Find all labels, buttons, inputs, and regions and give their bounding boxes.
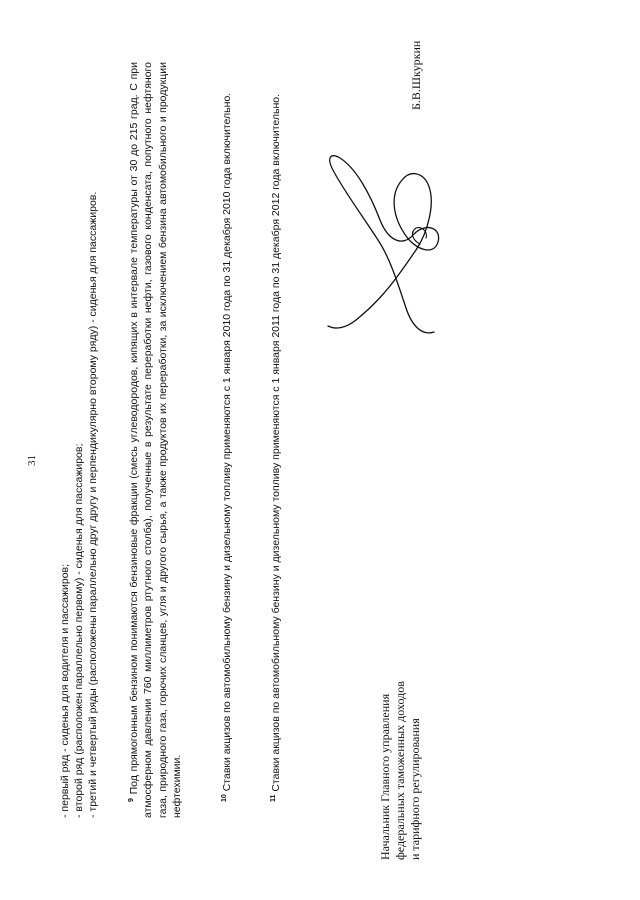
footnote-mark: 11: [269, 794, 277, 802]
footnote-11: [267, 62, 284, 818]
footnote-9: [125, 62, 185, 818]
handwritten-signature: [316, 150, 448, 340]
list-item: - первый ряд - сиденья для водителя и пассажиров;: [59, 563, 71, 818]
signer-title-line: федеральных таможенных доходов: [393, 681, 407, 860]
footnote-text: Ставки акцизов по автомобильному бензину и дизельному топливу применяются с 1 января 2011 года по 31 декабря 2012 года включительно.: [269, 93, 282, 792]
footnote-mark: 9: [127, 798, 135, 802]
signer-name: Б.В.Шкуркин: [409, 40, 423, 110]
list-item: - третий и четвертый ряды (расположены параллельно друг другу и перпендикулярно второму ряду) - сиденья для пассажиров.: [87, 191, 99, 818]
signer-title-line: и тарифного регулирования: [408, 718, 422, 860]
footnote-10: [218, 62, 235, 818]
page-number: 31: [26, 455, 38, 466]
signer-title-line: Начальник Главного управления: [378, 693, 392, 860]
footnote-text: Ставки акцизов по автомобильному бензину и дизельному топливу применяются с 1 января 2010 года по 31 декабря 2010 года включительно.: [220, 92, 233, 792]
footnote-mark: 10: [220, 794, 228, 802]
seat-rows-list: [58, 38, 100, 818]
list-item: - второй ряд (расположен параллельно первому) - сиденья для пассажиров;: [73, 443, 85, 818]
signer-title: [378, 680, 423, 860]
footnote-text: Под прямогонным бензином понимаются бензиновые фракции (смесь углеводородов, кипящих в интервале температуры от 30 до 215 град. С при атмосферном давлении 760 миллиметров ртутного столба), полученные в результате переработки нефти, газового конденсата, попутного нефтяного газа, природного газа, горючих сланцев, угля и другого сырья, а также продуктов их переработки, за исключением бензина автомобильного и продукции нефтехимии.: [127, 62, 183, 818]
